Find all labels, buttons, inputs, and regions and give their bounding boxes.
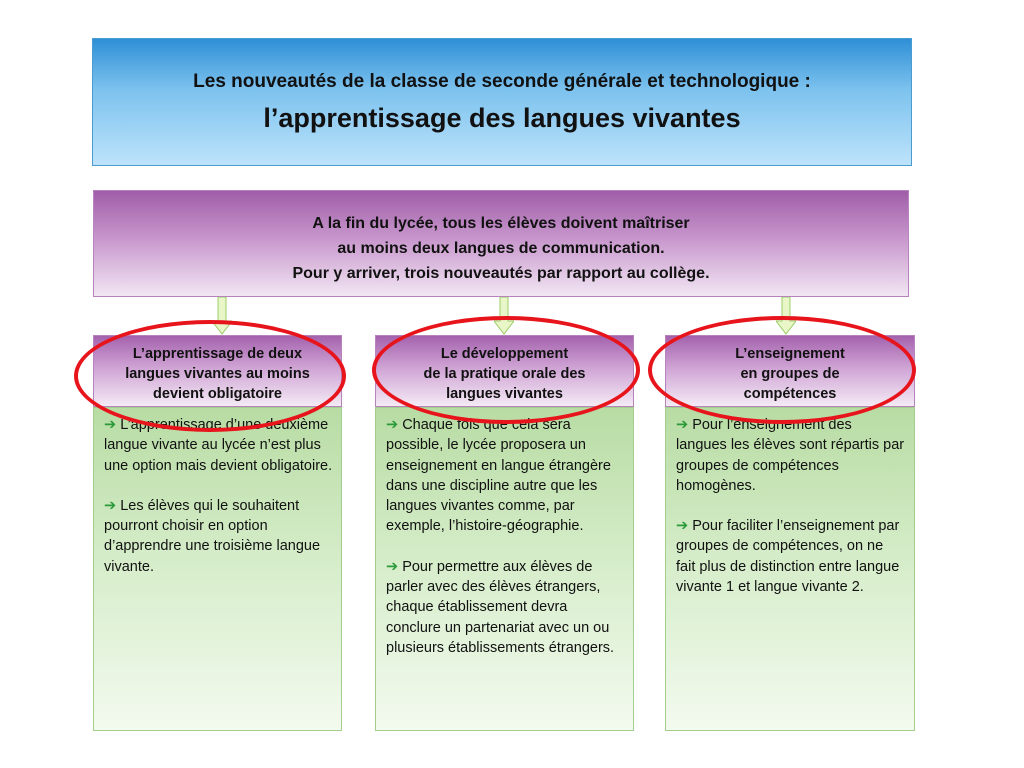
column-2-body (375, 407, 634, 731)
title-banner (92, 38, 912, 166)
column-3-title-line: L’enseignement (735, 346, 845, 362)
column-1-title-line: devient obligatoire (153, 386, 282, 402)
column-1-paragraph-1 (104, 415, 333, 476)
paragraph-text: L’apprentissage d’une deuxième langue vivante au lycée n’est plus une option mais devient obligatoire. (104, 417, 333, 474)
column-1-title-line: L’apprentissage de deux (132, 346, 303, 362)
right-arrow-icon: ➔ (104, 497, 117, 514)
right-arrow-icon: ➔ (676, 518, 689, 535)
column-1-paragraph-2 (104, 496, 333, 577)
title-line-1: Les nouveautés de la classe de seconde générale et technologique : (193, 71, 811, 92)
column-3-paragraph-1 (676, 415, 906, 496)
down-arrow-2-icon (494, 297, 514, 335)
column-2-header (375, 335, 634, 407)
title-line-2: l’apprentissage des langues vivantes (263, 103, 741, 133)
right-arrow-icon: ➔ (386, 558, 399, 575)
paragraph-text: Chaque fois que cela sera possible, le lycée proposera un enseignement en langue étrangère dans une discipline autre que les langues vivantes comme, par exemple, l’histoire-géographie. (386, 417, 611, 535)
column-2-title-line: langues vivantes (446, 386, 563, 402)
paragraph-text: Les élèves qui le souhaitent pourront choisir en option d’apprendre une troisième langue vivante. (104, 497, 321, 575)
paragraph-text: Pour faciliter l’enseignement par groupes de compétences, on ne fait plus de distinction entre langue vivante 1 et langue vivante 2. (676, 518, 900, 596)
paragraph-text: Pour permettre aux élèves de parler avec des élèves étrangers, chaque établissement devra conclure un partenariat avec un ou plusieurs établissements étrangers. (386, 558, 615, 656)
down-arrow-1-icon (212, 297, 232, 335)
column-2-title-line: Le développement (440, 346, 569, 362)
column-1-body (93, 407, 342, 731)
right-arrow-icon: ➔ (676, 417, 689, 433)
column-2-paragraph-1 (386, 415, 625, 537)
right-arrow-icon: ➔ (386, 417, 399, 433)
right-arrow-icon: ➔ (104, 417, 117, 433)
intro-box (93, 190, 909, 297)
column-2-paragraph-2 (386, 557, 625, 658)
column-1-title-line: langues vivantes au moins (125, 366, 310, 382)
down-arrow-3-icon (776, 297, 796, 335)
column-1-header (93, 335, 342, 407)
intro-line-3: Pour y arriver, trois nouveautés par rapport au collège. (292, 265, 710, 282)
intro-line-2: au moins deux langues de communication. (337, 240, 665, 257)
intro-line-1: A la fin du lycée, tous les élèves doivent maîtriser (312, 215, 690, 232)
column-3-header (665, 335, 915, 407)
paragraph-text: Pour l’enseignement des langues les élèves sont répartis par groupes de compétences homogènes. (676, 417, 905, 494)
column-2-title-line: de la pratique orale des (423, 366, 586, 382)
column-3-title-line: compétences (743, 386, 837, 402)
column-3-body (665, 407, 915, 731)
column-3-paragraph-2 (676, 516, 906, 597)
column-3-title-line: en groupes de (740, 366, 840, 382)
